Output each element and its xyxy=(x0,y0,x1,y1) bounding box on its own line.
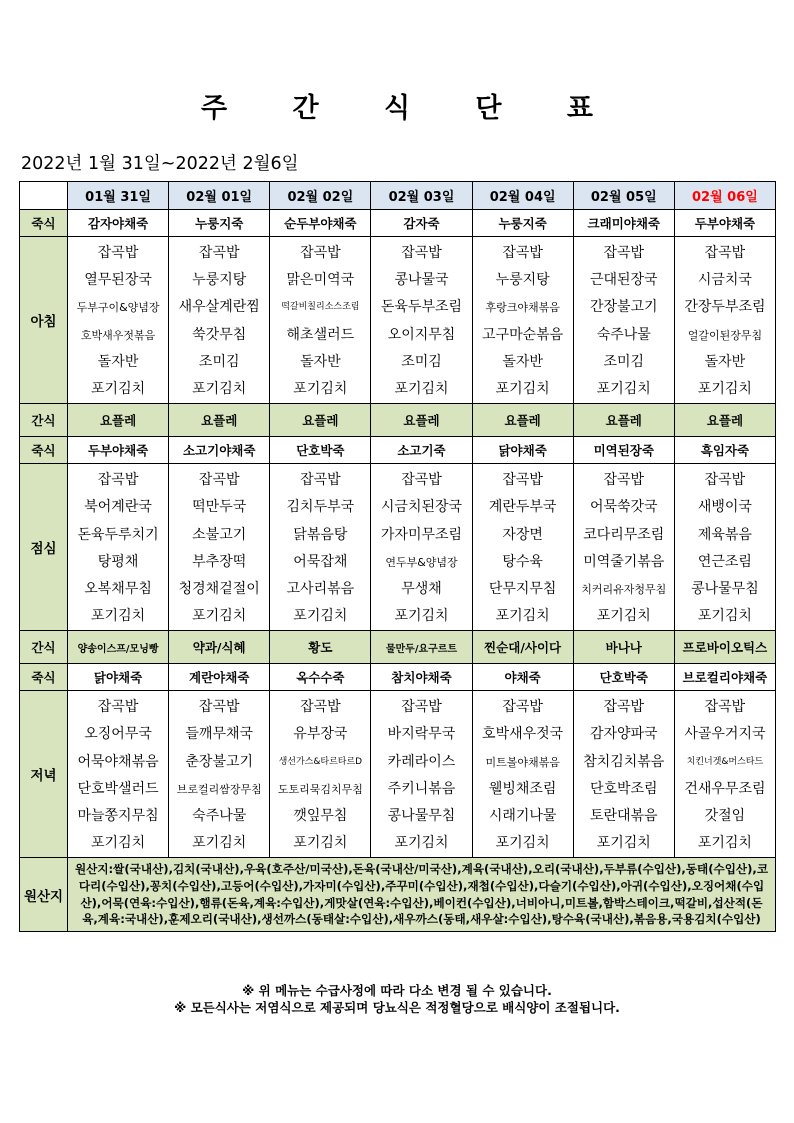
dish-item: 주키니볶음 xyxy=(387,780,456,797)
dish-item: 참치김치볶음 xyxy=(583,753,665,770)
lunch-porridge-row-cell: 단호박죽 xyxy=(270,437,371,464)
dish-item: 포기김치 xyxy=(192,835,247,852)
dish-item: 청경채겉절이 xyxy=(178,580,260,597)
dish-item: 포기김치 xyxy=(495,835,550,852)
origin-row xyxy=(20,858,776,931)
dish-item: 포기김치 xyxy=(192,608,247,625)
meal-day-cell xyxy=(270,237,371,404)
meal-day-cell xyxy=(371,691,472,858)
morning-snack-row-cell: 요플레 xyxy=(472,404,573,437)
dish-item: 탕평채 xyxy=(97,553,139,570)
dish-item: 미역줄기볶음 xyxy=(583,553,665,570)
dish-item: 생선가스&타르타르D xyxy=(278,756,363,767)
row-label: 저녁 xyxy=(20,691,68,858)
dish-item: 오복채무침 xyxy=(84,580,152,597)
dish-item: 단무지무침 xyxy=(488,580,557,597)
dish-item: 포기김치 xyxy=(495,608,550,625)
row-label: 간식 xyxy=(20,631,68,664)
date-header: 02월 02일 xyxy=(270,182,371,210)
corner-cell xyxy=(20,182,68,210)
dish-item: 포기김치 xyxy=(293,380,348,397)
afternoon-snack-row-cell: 양송이스프/모닝빵 xyxy=(68,631,169,664)
dish-item: 돈육두부조림 xyxy=(380,299,463,316)
afternoon-snack-row-cell: 프로바이오틱스 xyxy=(674,631,775,664)
dish-item: 토란대볶음 xyxy=(589,808,658,824)
meal-day-cell xyxy=(472,237,573,404)
date-header-row xyxy=(20,182,776,210)
date-header: 02월 01일 xyxy=(169,182,270,210)
dish-item: 맑은미역국 xyxy=(286,272,355,289)
dish-item: 두부구이&양념장 xyxy=(76,301,160,315)
dish-item: 돌자반 xyxy=(300,353,341,370)
note-line: ※ 위 메뉴는 수급사정에 따라 다소 변경 될 수 있습니다. xyxy=(242,983,552,998)
dish-item: 포기김치 xyxy=(91,835,146,852)
dish-item: 포기김치 xyxy=(596,380,651,397)
meal-day-cell xyxy=(371,237,472,404)
dish-item: 포기김치 xyxy=(596,835,651,852)
dish-item: 포기김치 xyxy=(394,380,449,397)
dish-item: 잡곡밥 xyxy=(603,699,645,716)
lunch-porridge-row-cell: 두부야채죽 xyxy=(68,437,169,464)
dish-item: 잡곡밥 xyxy=(97,699,139,716)
dish-item: 치킨너겟&머스타드 xyxy=(686,756,764,767)
breakfast-row xyxy=(20,237,776,404)
dish-item: 돌자반 xyxy=(97,353,139,370)
dish-item: 치커리유자청무침 xyxy=(581,582,667,596)
meal-day-cell xyxy=(472,464,573,631)
dish-item: 근대된장국 xyxy=(589,272,658,289)
dish-item: 새뱅이국 xyxy=(697,499,752,516)
morning-snack-row-cell: 요플레 xyxy=(169,404,270,437)
dish-item: 떡갈비칠리소스조림 xyxy=(281,302,360,313)
dish-item: 연두부&양념장 xyxy=(385,555,458,569)
dish-item: 콩나물국 xyxy=(394,272,449,289)
date-header-sunday: 02월 06일 xyxy=(674,182,775,210)
dish-item: 자장면 xyxy=(502,526,543,543)
dish-item: 미트볼야채볶음 xyxy=(485,755,560,769)
dish-item: 오이지무침 xyxy=(387,326,456,343)
dish-item: 얼갈이된장무침 xyxy=(687,328,763,342)
morning-snack-row-cell: 요플레 xyxy=(674,404,775,437)
dish-item: 콩나물무침 xyxy=(691,580,759,597)
dish-item: 유부장국 xyxy=(293,726,348,743)
dinner-porridge-row-cell: 야채죽 xyxy=(472,664,573,691)
dinner-row xyxy=(20,691,776,858)
dish-item: 무생채 xyxy=(401,580,442,597)
dish-item: 숙주나물 xyxy=(596,326,651,343)
meal-day-cell xyxy=(68,464,169,631)
dish-item: 잡곡밥 xyxy=(401,245,442,261)
dish-item: 돌자반 xyxy=(502,353,543,370)
dish-item: 포기김치 xyxy=(697,380,752,397)
dish-item: 포기김치 xyxy=(596,608,651,625)
dish-item: 후랑크야채볶음 xyxy=(485,301,560,315)
dish-item: 잡곡밥 xyxy=(300,245,341,261)
dish-item: 포기김치 xyxy=(697,608,752,625)
lunch-porridge-row-cell: 소고기죽 xyxy=(371,437,472,464)
breakfast-porridge-row-cell: 순두부야채죽 xyxy=(270,210,371,237)
dish-item: 마늘쫑지무침 xyxy=(77,808,159,824)
note-line: ※ 모든식사는 저염식으로 제공되며 당뇨식은 적정혈당으로 배식양이 조절됩니다. xyxy=(174,1000,620,1015)
dish-item: 돌자반 xyxy=(704,353,746,370)
dish-item: 잡곡밥 xyxy=(300,699,341,716)
dish-item: 잡곡밥 xyxy=(603,245,645,261)
lunch-porridge-row-cell: 미역된장죽 xyxy=(573,437,674,464)
notes xyxy=(0,982,794,1016)
breakfast-porridge-row xyxy=(20,210,776,237)
row-label: 간식 xyxy=(20,404,68,437)
dish-item: 어묵잡채 xyxy=(293,553,348,570)
dish-item: 조미김 xyxy=(401,353,442,370)
dinner-porridge-row-cell: 닭야채죽 xyxy=(68,664,169,691)
dish-item: 도토리묵김치무침 xyxy=(277,782,363,796)
dish-item: 잡곡밥 xyxy=(300,472,341,489)
dinner-porridge-row-cell: 참치야채죽 xyxy=(371,664,472,691)
morning-snack-row-cell: 요플레 xyxy=(371,404,472,437)
dish-item: 깻잎무침 xyxy=(293,808,348,824)
dinner-porridge-row-cell: 단호박죽 xyxy=(573,664,674,691)
dish-item: 닭볶음탕 xyxy=(293,526,348,543)
dish-item: 카레라이스 xyxy=(387,753,456,770)
dish-item: 잡곡밥 xyxy=(704,699,746,716)
dish-item: 숙주나물 xyxy=(192,808,247,824)
dish-item: 바지락무국 xyxy=(387,726,456,743)
dish-item: 잡곡밥 xyxy=(198,245,240,261)
dish-item: 소불고기 xyxy=(192,526,247,543)
breakfast-porridge-row-cell: 감자죽 xyxy=(371,210,472,237)
breakfast-porridge-row-cell: 두부야채죽 xyxy=(674,210,775,237)
dish-item: 잡곡밥 xyxy=(704,245,746,261)
dish-item: 간장두부조림 xyxy=(684,299,766,316)
morning-snack-row-cell: 요플레 xyxy=(573,404,674,437)
dish-item: 단호박조림 xyxy=(589,780,658,797)
dish-item: 호박새우젓볶음 xyxy=(80,328,156,342)
meal-day-cell xyxy=(169,464,270,631)
dish-item: 간장불고기 xyxy=(589,299,658,316)
dish-item: 잡곡밥 xyxy=(198,699,240,716)
morning-snack-row xyxy=(20,404,776,437)
dish-item: 잡곡밥 xyxy=(704,472,746,489)
meal-day-cell xyxy=(674,464,775,631)
dish-item: 갓절임 xyxy=(704,808,746,824)
dish-item: 부추장떡 xyxy=(192,553,247,570)
meal-day-cell xyxy=(68,691,169,858)
dish-item: 포기김치 xyxy=(697,835,752,852)
dish-item: 누룽지탕 xyxy=(495,272,550,289)
dinner-porridge-row-cell: 계란야채죽 xyxy=(169,664,270,691)
meal-day-cell xyxy=(270,464,371,631)
dish-item: 쑥갓무침 xyxy=(192,326,247,343)
dish-item: 연근조림 xyxy=(697,553,752,570)
weekly-menu-table xyxy=(19,181,776,932)
dish-item: 브로컬리쌈장무침 xyxy=(176,782,262,796)
row-label: 죽식 xyxy=(20,664,68,691)
meal-day-cell xyxy=(169,237,270,404)
lunch-porridge-row-cell: 흑임자죽 xyxy=(674,437,775,464)
dish-item: 조미김 xyxy=(198,353,240,370)
dish-item: 고구마순볶음 xyxy=(482,326,564,343)
date-header: 02월 03일 xyxy=(371,182,472,210)
dish-item: 시래기나물 xyxy=(488,808,557,824)
dish-item: 시금치된장국 xyxy=(380,499,463,516)
meal-day-cell xyxy=(573,691,674,858)
row-label: 아침 xyxy=(20,237,68,404)
dish-item: 포기김치 xyxy=(394,608,449,625)
dish-item: 조미김 xyxy=(603,353,645,370)
breakfast-porridge-row-cell: 감자야채죽 xyxy=(68,210,169,237)
morning-snack-row-cell: 요플레 xyxy=(68,404,169,437)
lunch-row xyxy=(20,464,776,631)
date-header: 02월 04일 xyxy=(472,182,573,210)
dish-item: 돈육두루치기 xyxy=(77,526,159,543)
dinner-porridge-row xyxy=(20,664,776,691)
meal-day-cell xyxy=(371,464,472,631)
dish-item: 가자미무조림 xyxy=(380,526,463,543)
breakfast-porridge-row-cell: 누룽지죽 xyxy=(472,210,573,237)
afternoon-snack-row-cell: 황도 xyxy=(270,631,371,664)
dish-item: 포기김치 xyxy=(91,380,146,397)
meal-day-cell xyxy=(169,691,270,858)
dinner-porridge-row-cell: 브로컬리야채죽 xyxy=(674,664,775,691)
meal-day-cell xyxy=(573,464,674,631)
dish-item: 잡곡밥 xyxy=(502,245,543,261)
dish-item: 잡곡밥 xyxy=(603,472,645,489)
dish-item: 춘장불고기 xyxy=(185,753,254,770)
dish-item: 어묵야채볶음 xyxy=(77,753,159,770)
dinner-porridge-row-cell: 옥수수죽 xyxy=(270,664,371,691)
dish-item: 건새우무조림 xyxy=(684,780,766,797)
dish-item: 잡곡밥 xyxy=(97,472,139,489)
afternoon-snack-row-cell: 바나나 xyxy=(573,631,674,664)
dish-item: 어묵쑥갓국 xyxy=(589,499,658,516)
morning-snack-row-cell: 요플레 xyxy=(270,404,371,437)
dish-item: 제육볶음 xyxy=(697,526,752,543)
dish-item: 포기김치 xyxy=(394,835,449,852)
origin-text: 원산지:쌀(국내산),김치(국내산),우육(호주산/미국산),돈육(국내산/미국산),계육(국내산),오리(국내산),두부류(수입산),동태(수입산),코다리(수입산),꽁치(수입산),고등어(수입산),가자미(수입산),주꾸미(수입산),재첩(수입산),다슬기(수입산),아귀(수입산),오징어채(수입산),어묵(연육:수입산),햄류(돈육,계육:수입산),게맛살(연육:수입산),베이컨(수입산),너비아니,미트볼,함박스테이크,떡갈비,섭산적(돈육,계육:국내산),훈제오리(국내산),생선까스(동태살:수입산),새우까스(동태,새우살:수입산),탕수육(국내산),볶음용,국용김치(수입산) xyxy=(68,858,776,931)
dish-item: 들깨무채국 xyxy=(185,726,254,743)
dish-item: 열무된장국 xyxy=(84,272,152,289)
date-header: 02월 05일 xyxy=(573,182,674,210)
dish-item: 사골우거지국 xyxy=(684,726,766,743)
dish-item: 고사리볶음 xyxy=(286,580,355,597)
dish-item: 감자양파국 xyxy=(589,726,658,743)
dish-item: 포기김치 xyxy=(495,380,550,397)
dish-item: 웰빙채조림 xyxy=(488,780,557,797)
dish-item: 해초샐러드 xyxy=(286,326,355,343)
meal-day-cell xyxy=(573,237,674,404)
dish-item: 누룽지탕 xyxy=(192,272,247,289)
afternoon-snack-row-cell: 물만두/요구르트 xyxy=(371,631,472,664)
dish-item: 새우살계란찜 xyxy=(178,299,260,316)
dish-item: 잡곡밥 xyxy=(401,472,442,489)
breakfast-porridge-row-cell: 누룽지죽 xyxy=(169,210,270,237)
afternoon-snack-row xyxy=(20,631,776,664)
dish-item: 호박새우젓국 xyxy=(482,726,564,743)
dish-item: 계란두부국 xyxy=(488,499,557,516)
dish-item: 오징어무국 xyxy=(84,726,152,743)
dish-item: 시금치국 xyxy=(697,272,752,289)
dish-item: 김치두부국 xyxy=(286,499,355,516)
date-header: 01월 31일 xyxy=(68,182,169,210)
dish-item: 포기김치 xyxy=(192,380,247,397)
dish-item: 포기김치 xyxy=(293,835,348,852)
dish-item: 잡곡밥 xyxy=(502,472,543,489)
dish-item: 코다리무조림 xyxy=(583,526,665,543)
meal-day-cell xyxy=(270,691,371,858)
lunch-porridge-row-cell: 소고기야채죽 xyxy=(169,437,270,464)
dish-item: 북어계란국 xyxy=(84,499,152,516)
meal-day-cell xyxy=(674,691,775,858)
page-title: 주 간 식 단 표 xyxy=(200,93,621,124)
dish-item: 단호박샐러드 xyxy=(77,780,159,797)
breakfast-porridge-row-cell: 크래미야채죽 xyxy=(573,210,674,237)
afternoon-snack-row-cell: 찐순대/사이다 xyxy=(472,631,573,664)
afternoon-snack-row-cell: 약과/식혜 xyxy=(169,631,270,664)
dish-item: 떡만두국 xyxy=(192,499,247,516)
dish-item: 잡곡밥 xyxy=(97,245,139,261)
row-label: 죽식 xyxy=(20,437,68,464)
meal-day-cell xyxy=(68,237,169,404)
meal-day-cell xyxy=(674,237,775,404)
row-label: 점심 xyxy=(20,464,68,631)
meal-day-cell xyxy=(472,691,573,858)
dish-item: 잡곡밥 xyxy=(401,699,442,716)
dish-item: 포기김치 xyxy=(91,608,146,625)
lunch-porridge-row xyxy=(20,437,776,464)
row-label: 죽식 xyxy=(20,210,68,237)
dish-item: 포기김치 xyxy=(293,608,348,625)
dish-item: 탕수육 xyxy=(502,553,543,570)
origin-label: 원산지 xyxy=(20,858,68,931)
menu-period: 2022년 1월 31일~2022년 2월6일 xyxy=(21,154,299,174)
dish-item: 잡곡밥 xyxy=(198,472,240,489)
dish-item: 잡곡밥 xyxy=(502,699,543,716)
lunch-porridge-row-cell: 닭야채죽 xyxy=(472,437,573,464)
dish-item: 콩나물무침 xyxy=(387,808,456,824)
